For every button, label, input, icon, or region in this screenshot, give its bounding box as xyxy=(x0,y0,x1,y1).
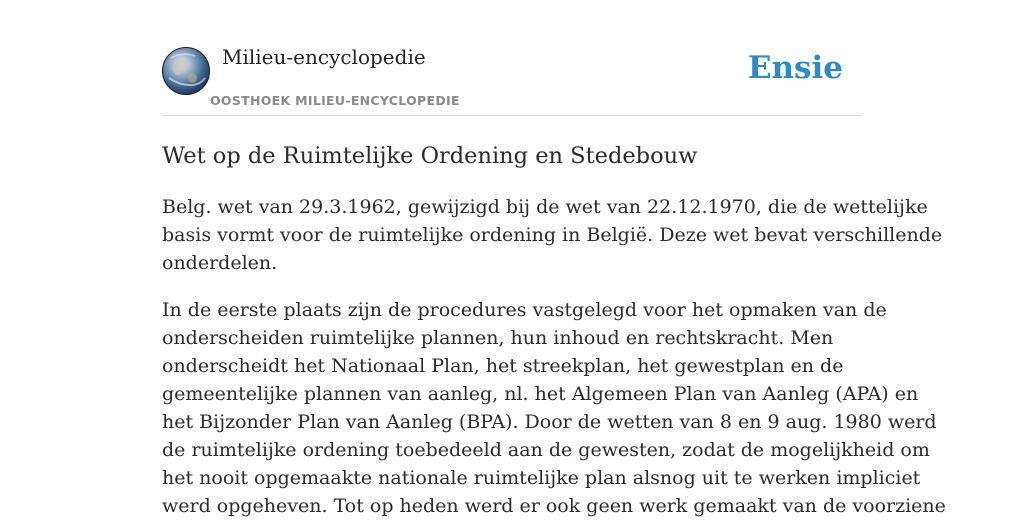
article-paragraph xyxy=(162,296,946,520)
site-subtitle: OOSTHOEK MILIEU-ENCYCLOPEDIE xyxy=(210,93,460,108)
site-name[interactable]: Milieu-encyclopedie xyxy=(222,45,426,69)
article-paragraph xyxy=(162,193,943,277)
paragraph-line: basis vormt voor de ruimtelijke ordening in België. Deze wet bevat verschillende xyxy=(162,224,943,246)
paragraph-line: onderscheiden ruimtelijke plannen, hun inhoud en rechtskracht. Men xyxy=(162,327,834,349)
paragraph-line: de ruimtelijke ordening toebedeeld aan de gewesten, zodat de mogelijkheid om xyxy=(162,439,930,461)
paragraph-line: gemeentelijke plannen van aanleg, nl. het Algemeen Plan van Aanleg (APA) en xyxy=(162,383,919,405)
paragraph-line: In de eerste plaats zijn de procedures vastgelegd voor het opmaken van de xyxy=(162,299,887,321)
paragraph-line: het nooit opgemaakte nationale ruimtelijke plan alsnog uit te werken impliciet xyxy=(162,467,921,489)
paragraph-line: onderscheidt het Nationaal Plan, het streekplan, het gewestplan en de xyxy=(162,355,844,377)
article-title: Wet op de Ruimtelijke Ordening en Stedebouw xyxy=(162,143,698,169)
page xyxy=(162,0,946,520)
brand-logo[interactable]: Ensie xyxy=(747,50,843,86)
paragraph-line: Belg. wet van 29.3.1962, gewijzigd bij de wet van 22.12.1970, die de wettelijke xyxy=(162,196,928,218)
paragraph-line: het Bijzonder Plan van Aanleg (BPA). Door de wetten van 8 en 9 aug. 1980 werd xyxy=(162,411,937,433)
site-header xyxy=(162,0,862,116)
earth-globe-icon[interactable] xyxy=(162,47,210,95)
paragraph-line: onderdelen. xyxy=(162,252,278,274)
paragraph-line: werd opgeheven. Tot op heden werd er ook geen werk gemaakt van de voorziene xyxy=(162,495,946,517)
